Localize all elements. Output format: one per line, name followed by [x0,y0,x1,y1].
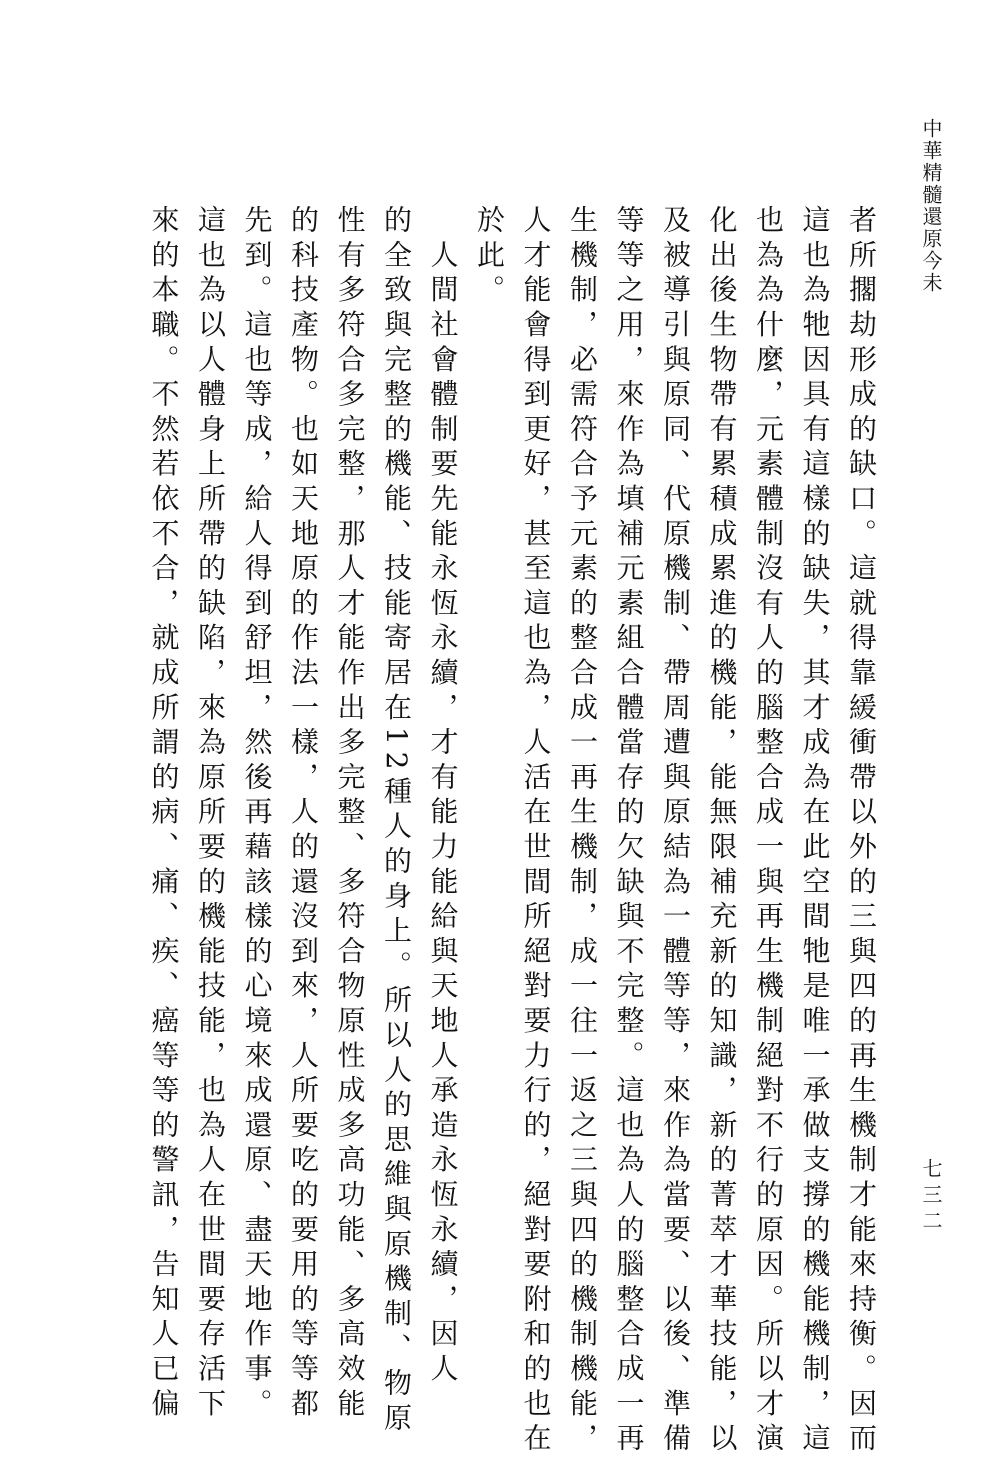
running-header: 中華精髓還原今未 [919,118,943,294]
body-text [124,205,884,1458]
paragraph-2: 人間社會體制要先能永恆永續，才有能力能給與天地人承造永恆永續，因人 的全致與完整的機能、技能寄居在12種人的身上。所以人的思維與原機制、物原 性有多符合多完整，那人才能作出多完整、多符合物原性成多高功能、多高效能 的科技產物。也如天地原的作法一樣，人的還沒到來，人所要吃的要用的等等都 先到。這也等成，給人得到舒坦，然後再藉該樣的心境來成還原、盡天地作事。 這也為以人體身上所帶的缺陷，來為原所要的機能技能，也為人在世間要存活下 來的本職。不然若依不合，就成所謂的病、痛、疾、癌等等的警訊，告知人已偏 [147,205,460,1438]
paragraph-1: 者所擱劫形成的缺口。這就得靠緩衝帶以外的三與四的再生機制才能來持衡。因而 這也為牠因具有這樣的缺失，其才成為在此空間牠是唯一承做支撐的機能機制，這 也為為什麼，元素體制沒有人的腦整合成一與再生機制絕對不行的原因。所以才演 化出後生物帶有累積成累進的機能，能無限補充新的知識，新的菁萃才華技能，以 及被導引與原同、代原機制、帶周遭與原結為一體等等，來作為當要、以後、準備 等等之用，來作為填補元素組合體當存的欠缺與不完整。這也為人的腦整合成一再 生機制，必需符合予元素的整合成一再生機制，成一往一返之三與四的機制機能， 人才能會得到更好，甚至這也為，人活在世間所絕對要力行的，絕對要附和的也在 於此。 [473,205,878,1458]
page-number: 七三二 [919,1158,943,1236]
